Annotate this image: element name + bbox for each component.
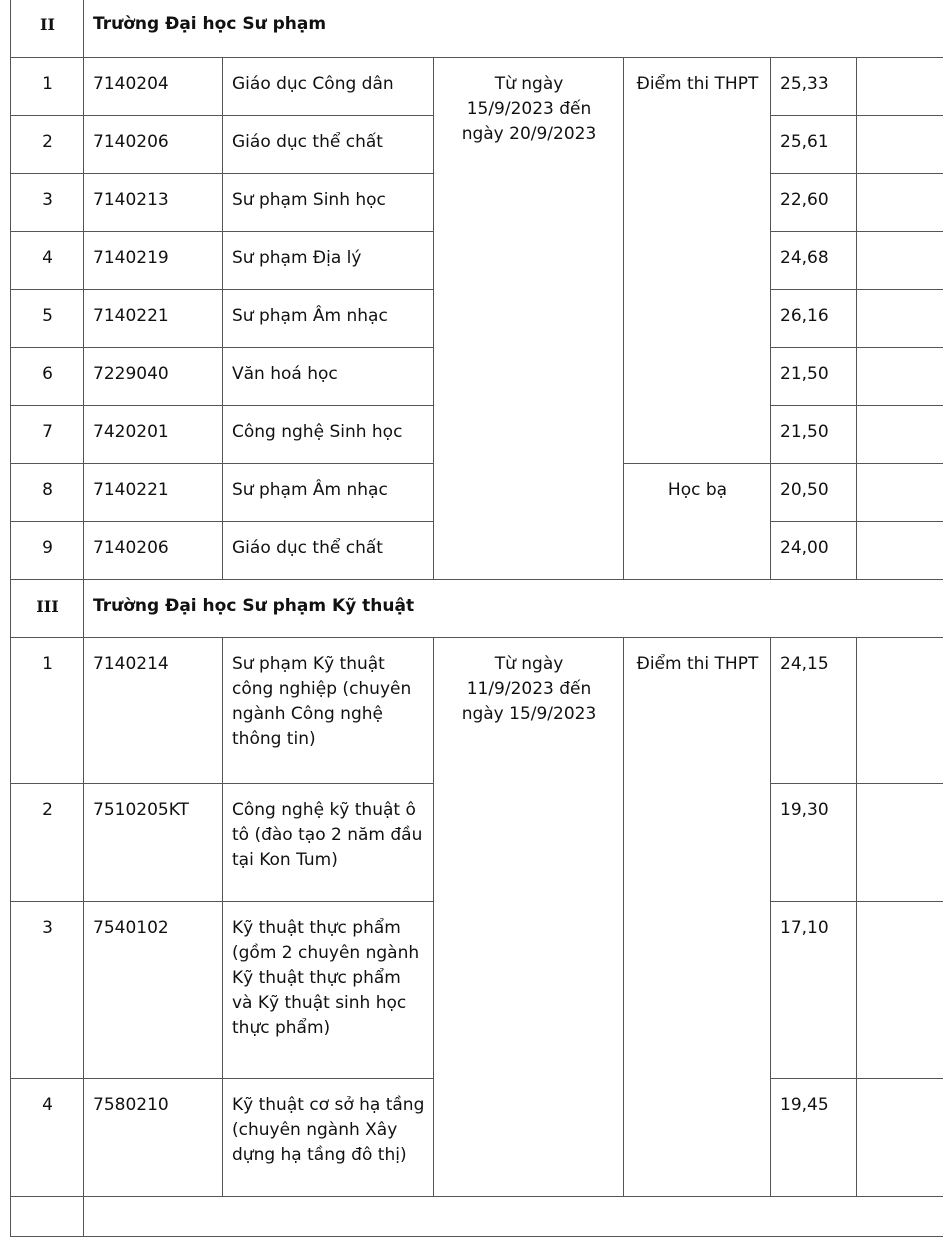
empty-cell <box>84 1197 943 1237</box>
row-code: 7140206 <box>84 116 223 174</box>
row-note <box>857 638 943 784</box>
method-cell: Học bạ <box>624 464 771 580</box>
major-line: tại Kon Tum) <box>232 850 338 870</box>
row-stt: 6 <box>11 348 84 406</box>
row-code: 7140219 <box>84 232 223 290</box>
row-score: 24,15 <box>771 638 857 784</box>
row-score: 21,50 <box>771 406 857 464</box>
row-major <box>223 406 434 464</box>
table-row <box>11 638 943 784</box>
row-code: 7510205KT <box>84 784 223 902</box>
major-line: thông tin) <box>232 729 316 749</box>
row-stt: 2 <box>11 784 84 902</box>
row-major <box>223 522 434 580</box>
major-line: Kỹ thuật thực phẩm <box>232 918 401 938</box>
major-line: Sư phạm Âm nhạc <box>232 480 388 500</box>
time-line: Từ ngày <box>495 74 564 94</box>
row-note <box>857 58 943 116</box>
major-line: Công nghệ kỹ thuật ô <box>232 800 416 820</box>
row-code: 7580210 <box>84 1079 223 1197</box>
row-note <box>857 784 943 902</box>
row-code: 7140214 <box>84 638 223 784</box>
major-line: Sư phạm Địa lý <box>232 248 361 268</box>
row-code: 7140206 <box>84 522 223 580</box>
row-note <box>857 902 943 1079</box>
row-code: 7140213 <box>84 174 223 232</box>
row-major <box>223 902 434 1079</box>
time-line: ngày 15/9/2023 <box>462 704 597 724</box>
row-major <box>223 116 434 174</box>
row-note <box>857 406 943 464</box>
row-note <box>857 522 943 580</box>
major-line: Giáo dục thể chất <box>232 132 383 152</box>
major-line: dựng hạ tầng đô thị) <box>232 1145 407 1165</box>
time-line: 15/9/2023 đến <box>467 99 592 119</box>
row-score: 19,30 <box>771 784 857 902</box>
row-stt: 9 <box>11 522 84 580</box>
row-score: 22,60 <box>771 174 857 232</box>
section-number: II <box>11 0 84 58</box>
row-major <box>223 1079 434 1197</box>
row-stt: 4 <box>11 232 84 290</box>
row-score: 21,50 <box>771 348 857 406</box>
section-number: III <box>11 580 84 638</box>
section-header-row <box>11 0 943 58</box>
major-line: ngành Công nghệ <box>232 704 383 724</box>
row-code: 7140204 <box>84 58 223 116</box>
section-header-row <box>11 580 943 638</box>
row-major <box>223 784 434 902</box>
table-row <box>11 58 943 116</box>
row-score: 24,68 <box>771 232 857 290</box>
row-major <box>223 58 434 116</box>
row-note <box>857 116 943 174</box>
row-code: 7140221 <box>84 290 223 348</box>
row-stt: 4 <box>11 1079 84 1197</box>
row-stt: 5 <box>11 290 84 348</box>
row-note <box>857 232 943 290</box>
major-line: (chuyên ngành Xây <box>232 1120 397 1140</box>
row-stt: 3 <box>11 174 84 232</box>
row-major <box>223 174 434 232</box>
major-line: Kỹ thuật thực phẩm <box>232 968 401 988</box>
row-score: 17,10 <box>771 902 857 1079</box>
major-line: tô (đào tạo 2 năm đầu <box>232 825 422 845</box>
registration-time-cell <box>434 58 624 580</box>
major-line: Giáo dục thể chất <box>232 538 383 558</box>
row-major <box>223 348 434 406</box>
section-title: Trường Đại học Sư phạm <box>84 0 943 58</box>
major-line: Giáo dục Công dân <box>232 74 394 94</box>
major-line: công nghiệp (chuyên <box>232 679 411 699</box>
row-major <box>223 464 434 522</box>
major-line: Sư phạm Sinh học <box>232 190 386 210</box>
row-score: 19,45 <box>771 1079 857 1197</box>
empty-cell <box>11 1197 84 1237</box>
row-code: 7540102 <box>84 902 223 1079</box>
row-major <box>223 638 434 784</box>
row-code: 7420201 <box>84 406 223 464</box>
row-code: 7229040 <box>84 348 223 406</box>
row-note <box>857 348 943 406</box>
major-line: Sư phạm Âm nhạc <box>232 306 388 326</box>
major-line: (gồm 2 chuyên ngành <box>232 943 419 963</box>
row-note <box>857 1079 943 1197</box>
time-line: Từ ngày <box>495 654 564 674</box>
row-stt: 3 <box>11 902 84 1079</box>
row-score: 25,33 <box>771 58 857 116</box>
row-score: 24,00 <box>771 522 857 580</box>
row-stt: 1 <box>11 58 84 116</box>
major-line: Kỹ thuật cơ sở hạ tầng <box>232 1095 424 1115</box>
row-major <box>223 290 434 348</box>
row-note <box>857 290 943 348</box>
major-line: và Kỹ thuật sinh học <box>232 993 406 1013</box>
time-line: ngày 20/9/2023 <box>462 124 597 144</box>
row-stt: 1 <box>11 638 84 784</box>
row-stt: 7 <box>11 406 84 464</box>
row-score: 20,50 <box>771 464 857 522</box>
row-note <box>857 174 943 232</box>
time-line: 11/9/2023 đến <box>467 679 592 699</box>
section-title: Trường Đại học Sư phạm Kỹ thuật <box>84 580 943 638</box>
major-line: Sư phạm Kỹ thuật <box>232 654 385 674</box>
row-code: 7140221 <box>84 464 223 522</box>
row-stt: 8 <box>11 464 84 522</box>
method-cell: Điểm thi THPT <box>624 638 771 1197</box>
row-score: 26,16 <box>771 290 857 348</box>
major-line: thực phẩm) <box>232 1018 330 1038</box>
method-cell: Điểm thi THPT <box>624 58 771 464</box>
major-line: Công nghệ Sinh học <box>232 422 402 442</box>
row-major <box>223 232 434 290</box>
table-row-partial <box>11 1197 943 1237</box>
row-note <box>857 464 943 522</box>
major-line: Văn hoá học <box>232 364 338 384</box>
admission-score-table <box>10 0 943 1237</box>
row-stt: 2 <box>11 116 84 174</box>
registration-time-cell <box>434 638 624 1197</box>
row-score: 25,61 <box>771 116 857 174</box>
